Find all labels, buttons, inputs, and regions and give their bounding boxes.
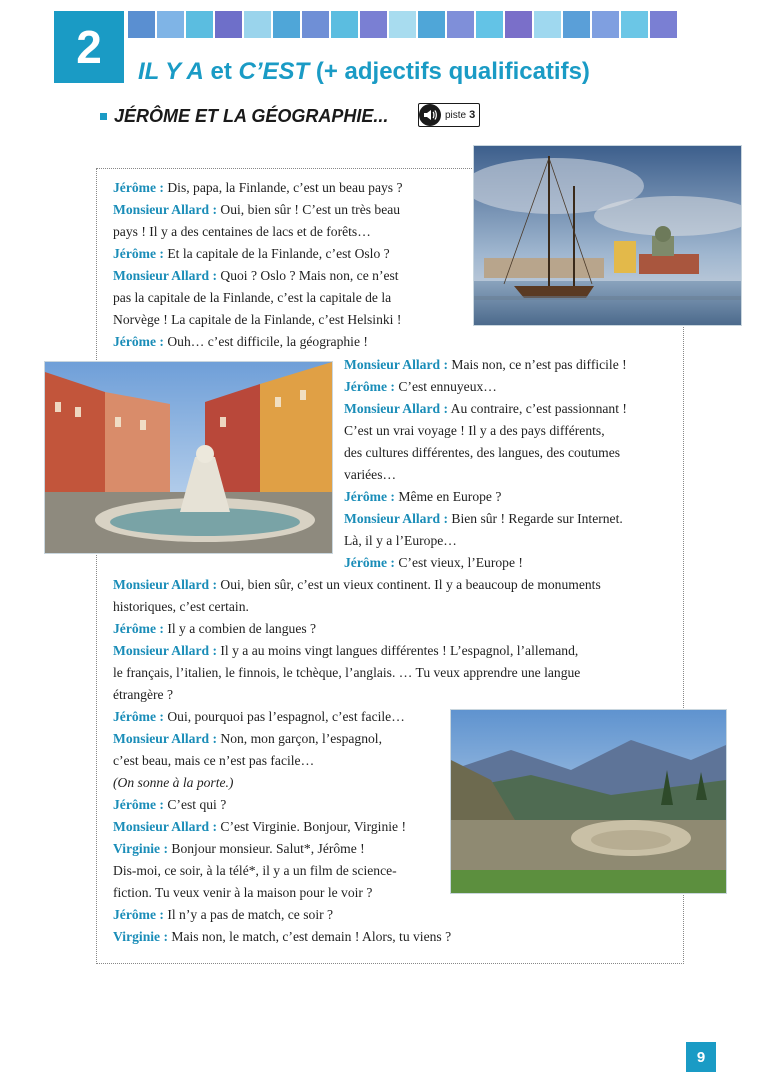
dialogue-line [113, 774, 233, 792]
dialogue-line [344, 378, 497, 396]
dialogue-line [344, 532, 457, 550]
header-square [273, 11, 300, 38]
dialogue-line [113, 245, 390, 263]
header-square [447, 11, 474, 38]
photo-helsinki-harbour [473, 145, 742, 326]
speaker-name: Jérôme : [344, 555, 395, 570]
dialogue-text-span: c’est beau, mais ce n’est pas facile… [113, 753, 315, 768]
title-part-cest: C’EST [238, 58, 310, 85]
dialogue-text-span: Norvège ! La capitale de la Finlande, c’est Helsinki ! [113, 312, 402, 327]
speaker-name: Jérôme : [344, 489, 395, 504]
dialogue-text-span: Il y a au moins vingt langues différentes ! L’espagnol, l’allemand, [216, 643, 579, 658]
dialogue-line [113, 796, 226, 814]
header-square [418, 11, 445, 38]
dialogue-line [113, 686, 173, 704]
square-bullet-icon [100, 113, 107, 120]
speaker-name: Monsieur Allard : [113, 731, 217, 746]
dialogue-text-span: Dis, papa, la Finlande, c’est un beau pays ? [163, 180, 403, 195]
dialogue-line [113, 708, 405, 726]
dialogue-line [344, 510, 623, 528]
dialogue-line [344, 422, 605, 440]
dialogue-line [113, 576, 601, 594]
speaker-name: Jérôme : [344, 379, 395, 394]
dialogue-line [113, 862, 397, 880]
title-part-et: et [203, 58, 239, 85]
dialogue-line [113, 642, 578, 660]
dialogue-text-span: Oui, pourquoi pas l’espagnol, c’est facile… [163, 709, 405, 724]
speaker-name: Monsieur Allard : [113, 268, 217, 283]
dialogue-text-span: Et la capitale de la Finlande, c’est Oslo ? [163, 246, 390, 261]
dialogue-line [344, 400, 627, 418]
dialogue-line [113, 620, 316, 638]
dialogue-text-span: pas la capitale de la Finlande, c’est la capitale de la [113, 290, 392, 305]
dialogue-text-span: Ouh… c’est difficile, la géographie ! [163, 334, 368, 349]
dialogue-text-span: Non, mon garçon, l’espagnol, [216, 731, 382, 746]
dialogue-line [113, 752, 314, 770]
speaker-name: Monsieur Allard : [344, 511, 448, 526]
dialogue-line [113, 289, 391, 307]
dialogue-line [113, 840, 365, 858]
speaker-name: Virginie : [113, 929, 168, 944]
dialogue-text-span: variées… [344, 467, 397, 482]
audio-track-button[interactable] [418, 103, 480, 127]
dialogue-text-span: C’est qui ? [163, 797, 227, 812]
speaker-name: Virginie : [113, 841, 168, 856]
speaker-name: Jérôme : [113, 907, 164, 922]
header-square [476, 11, 503, 38]
speaker-name: Monsieur Allard : [113, 577, 217, 592]
dialogue-text-span: Oui, bien sûr ! C’est un très beau [216, 202, 401, 217]
dialogue-line [344, 554, 523, 572]
dialogue-text-span: Dis-moi, ce soir, à la télé*, il y a un film de science- [113, 863, 397, 878]
header-square [650, 11, 677, 38]
dialogue-line [113, 201, 400, 219]
dialogue-text-span: C’est ennuyeux… [394, 379, 497, 394]
header-square [505, 11, 532, 38]
dialogue-text-span: Même en Europe ? [394, 489, 502, 504]
header-square [389, 11, 416, 38]
dialogue-line [113, 598, 249, 616]
header-square [534, 11, 561, 38]
dialogue-text-span: Là, il y a l’Europe… [344, 533, 457, 548]
speaker-name: Jérôme : [113, 334, 164, 349]
dialogue-line [113, 730, 382, 748]
dialogue-text-span: Bonjour monsieur. Salut*, Jérôme ! [168, 841, 365, 856]
dialogue-line [113, 333, 368, 351]
speaker-name: Monsieur Allard : [113, 643, 217, 658]
dialogue-text-span: Au contraire, c’est passionnant ! [447, 401, 627, 416]
dialogue-line [344, 444, 620, 462]
speaker-name: Monsieur Allard : [113, 202, 217, 217]
speaker-name: Jérôme : [113, 797, 164, 812]
dialogue-line [113, 223, 371, 241]
section-title [100, 106, 388, 127]
speaker-name: Jérôme : [113, 709, 164, 724]
header-square [302, 11, 329, 38]
dialogue-line [113, 884, 372, 902]
dialogue-line [113, 267, 399, 285]
speaker-name: Monsieur Allard : [344, 401, 448, 416]
header-square [157, 11, 184, 38]
dialogue-text-span: Quoi ? Oslo ? Mais non, ce n’est [216, 268, 399, 283]
section-title-text: JÉRÔME ET LA GÉOGRAPHIE... [114, 106, 389, 126]
page-title [138, 58, 590, 86]
dialogue-line [113, 928, 451, 946]
dialogue-text-span: pays ! Il y a des centaines de lacs et de forêts… [113, 224, 371, 239]
dialogue-line [113, 179, 403, 197]
header-square [128, 11, 155, 38]
dialogue-line [344, 356, 627, 374]
speaker-name: Monsieur Allard : [344, 357, 448, 372]
photo-rome-fountain [44, 361, 333, 554]
header-square [215, 11, 242, 38]
dialogue-text-span: C’est Virginie. Bonjour, Virginie ! [216, 819, 406, 834]
dialogue-text-span: Mais non, ce n’est pas difficile ! [447, 357, 627, 372]
dialogue-text-span: des cultures différentes, des langues, des coutumes [344, 445, 621, 460]
dialogue-text-span: Mais non, le match, c’est demain ! Alors, tu viens ? [168, 929, 452, 944]
dialogue-text-span: (On sonne à la porte.) [113, 775, 234, 790]
speaker-name: Jérôme : [113, 621, 164, 636]
dialogue-text-span: fiction. Tu veux venir à la maison pour le voir ? [113, 885, 373, 900]
dialogue-line [113, 664, 580, 682]
dialogue-text-span: Bien sûr ! Regarde sur Internet. [447, 511, 623, 526]
dialogue-text-span: étrangère ? [113, 687, 173, 702]
header-square [563, 11, 590, 38]
chapter-number: 2 [54, 11, 124, 83]
title-part-rest: (+ adjectifs qualificatifs) [309, 58, 590, 85]
photo-delphi-landscape [450, 709, 727, 894]
header-square [244, 11, 271, 38]
dialogue-text-span: C’est un vrai voyage ! Il y a des pays différents, [344, 423, 605, 438]
dialogue-line [344, 488, 501, 506]
header-decoration [128, 11, 677, 38]
dialogue-text-span: Oui, bien sûr, c’est un vieux continent. Il y a beaucoup de monuments [216, 577, 601, 592]
dialogue-text-span: C’est vieux, l’Europe ! [394, 555, 523, 570]
speaker-name: Jérôme : [113, 246, 164, 261]
header-square [360, 11, 387, 38]
speaker-icon [419, 104, 441, 126]
audio-label: piste [445, 109, 467, 121]
dialogue-line [344, 466, 396, 484]
header-square [592, 11, 619, 38]
audio-number: 3 [469, 109, 476, 121]
dialogue-line [113, 311, 401, 329]
header-square [331, 11, 358, 38]
speaker-name: Monsieur Allard : [113, 819, 217, 834]
header-square [186, 11, 213, 38]
dialogue-line [113, 818, 406, 836]
dialogue-text-span: historiques, c’est certain. [113, 599, 249, 614]
dialogue-text-span: Il n’y a pas de match, ce soir ? [163, 907, 334, 922]
dialogue-text-span: le français, l’italien, le finnois, le tchèque, l’anglais. … Tu veux apprendre une langue [113, 665, 581, 680]
dialogue-text-span: Il y a combien de langues ? [163, 621, 317, 636]
page-number: 9 [686, 1042, 716, 1072]
header-square [621, 11, 648, 38]
title-part-il-y-a: IL Y A [138, 58, 204, 85]
speaker-name: Jérôme : [113, 180, 164, 195]
dialogue-line [113, 906, 333, 924]
